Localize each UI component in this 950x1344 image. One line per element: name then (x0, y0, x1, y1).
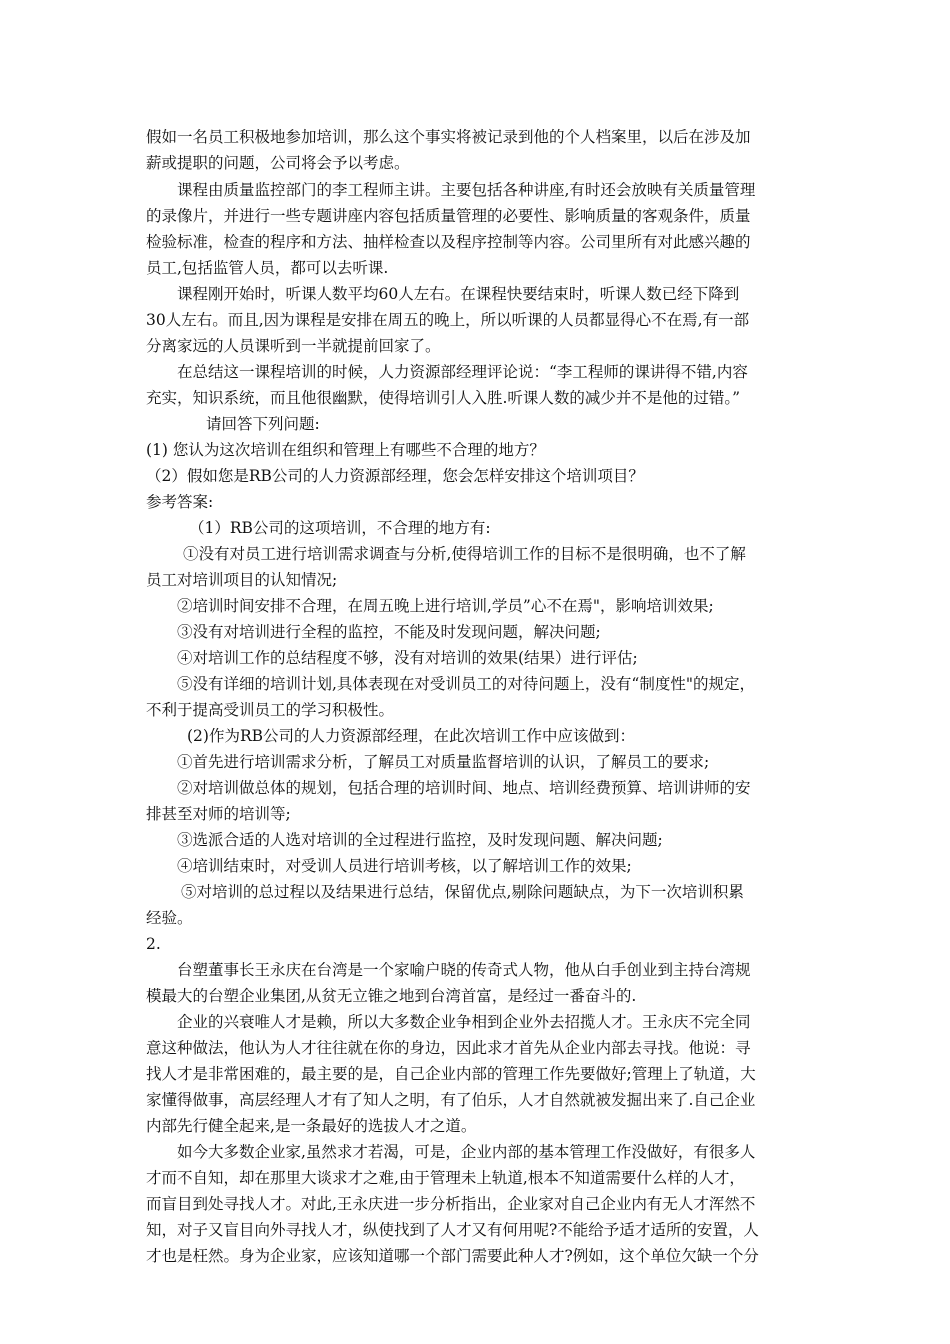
text-line: 课程刚开始时，听课人数平均60人左右。在课程快要结束时，听课人数已经下降到 (177, 285, 740, 303)
text-line: 经验。 (146, 909, 193, 927)
text-line: ③选派合适的人选对培训的全过程进行监控，及时发现问题、解决问题; (177, 831, 663, 849)
text-line: （2）假如您是RB公司的人力资源部经理，您会怎样安排这个培训项目？ (146, 467, 644, 485)
text-line: 假如一名员工积极地参加培训，那么这个事实将被记录到他的个人档案里，以后在涉及加 (146, 128, 751, 146)
text-line: 才而不自知，却在那里大谈求才之难,由于管理未上轨道,根本不知道需要什么样的人才， (146, 1169, 745, 1187)
text-line: 参考答案: (146, 493, 214, 511)
text-line: 台塑董事长王永庆在台湾是一个家喻户晓的传奇式人物，他从白手创业到主持台湾规 (177, 961, 751, 979)
text-line: ④培训结束时，对受训人员进行培训考核，以了解培训工作的效果; (177, 857, 632, 875)
text-line: 检验标准，检查的程序和方法、抽样检查以及程序控制等内容。公司里所有对此感兴趣的 (146, 233, 751, 251)
text-line: ④对培训工作的总结程度不够，没有对培训的效果(结果）进行评估; (177, 649, 638, 667)
text-line: 内部先行健全起来,是一条最好的选拔人才之道。 (146, 1117, 477, 1135)
text-line: 薪或提职的问题，公司将会予以考虑。 (146, 154, 410, 172)
text-line: 意这种做法，他认为人才往往就在你的身边，因此求才首先从企业内部去寻找。他说：寻 (146, 1039, 751, 1057)
text-line: 员工,包括监管人员，都可以去听课. (146, 259, 389, 277)
text-line: 在总结这一课程培训的时候，人力资源部经理评论说：“李工程师的课讲得不错,内容 (177, 363, 748, 381)
text-line: ③没有对培训进行全程的监控，不能及时发现问题，解决问题; (177, 623, 601, 641)
text-line: ⑤对培训的总过程以及结果进行总结，保留优点,剔除问题缺点，为下一次培训积累 (181, 883, 744, 901)
text-line: 才也是枉然。身为企业家，应该知道哪一个部门需要此种人才?例如，这个单位欠缺一个分 (146, 1247, 759, 1265)
text-line: ②对培训做总体的规划，包括合理的培训时间、地点、培训经费预算、培训讲师的安 (177, 779, 751, 797)
text-line: 分离家远的人员课听到一半就提前回家了。 (146, 337, 441, 355)
text-line: 2. (146, 935, 161, 953)
text-line: 30人左右。而且,因为课程是安排在周五的晚上，所以听课的人员都显得心不在焉,有一部 (146, 311, 750, 329)
text-line: ①首先进行培训需求分析，了解员工对质量监督培训的认识，了解员工的要求; (177, 753, 710, 771)
text-line: 请回答下列问题: (206, 415, 320, 433)
text-line: 员工对培训项目的认知情况; (146, 571, 338, 589)
text-line: 如今大多数企业家,虽然求才若渴，可是，企业内部的基本管理工作没做好，有很多人 (177, 1143, 756, 1161)
text-line: (2)作为RB公司的人力资源部经理，在此次培训工作中应该做到： (187, 727, 636, 745)
text-line: 不利于提高受训员工的学习积极性。 (146, 701, 395, 719)
text-line: ①没有对员工进行培训需求调查与分析,使得培训工作的目标不是很明确，也不了解 (183, 545, 746, 563)
text-line: 模最大的台塑企业集团,从贫无立锥之地到台湾首富，是经过一番奋斗的. (146, 987, 637, 1005)
text-line: ⑤没有详细的培训计划,具体表现在对受训员工的对待问题上，没有“制度性"的规定， (177, 675, 755, 693)
text-line: 找人才是非常困难的，最主要的是，自己企业内部的管理工作先要做好;管理上了轨道，大 (146, 1065, 756, 1083)
text-line: ②培训时间安排不合理，在周五晚上进行培训,学员”心不在焉"，影响培训效果; (177, 597, 714, 615)
text-line: 知，对子又盲目向外寻找人才，纵使找到了人才又有何用呢?不能给予适才适所的安置，人 (146, 1221, 759, 1239)
text-line: （1）RB公司的这项培训，不合理的地方有: (189, 519, 491, 537)
text-line: 的录像片，并进行一些专题讲座内容包括质量管理的必要性、影响质量的客观条件，质量 (146, 207, 751, 225)
text-line: 充实，知识系统，而且他很幽默，使得培训引人入胜.听课人数的减少并不是他的过错。” (146, 389, 741, 407)
text-line: 课程由质量监控部门的李工程师主讲。主要包括各种讲座,有时还会放映有关质量管理 (177, 181, 756, 199)
text-line: 排甚至对师的培训等; (146, 805, 291, 823)
text-line: 家懂得做事，高层经理人才有了知人之明，有了伯乐，人才自然就被发掘出来了.自己企业 (146, 1091, 756, 1109)
text-line: (1) 您认为这次培训在组织和管理上有哪些不合理的地方？ (146, 441, 545, 459)
text-line: 企业的兴衰唯人才是赖，所以大多数企业争相到企业外去招揽人才。王永庆不完全同 (177, 1013, 751, 1031)
text-line: 而盲目到处寻找人才。对此,王永庆进一步分析指出，企业家对自己企业内有无人才浑然不 (146, 1195, 756, 1213)
